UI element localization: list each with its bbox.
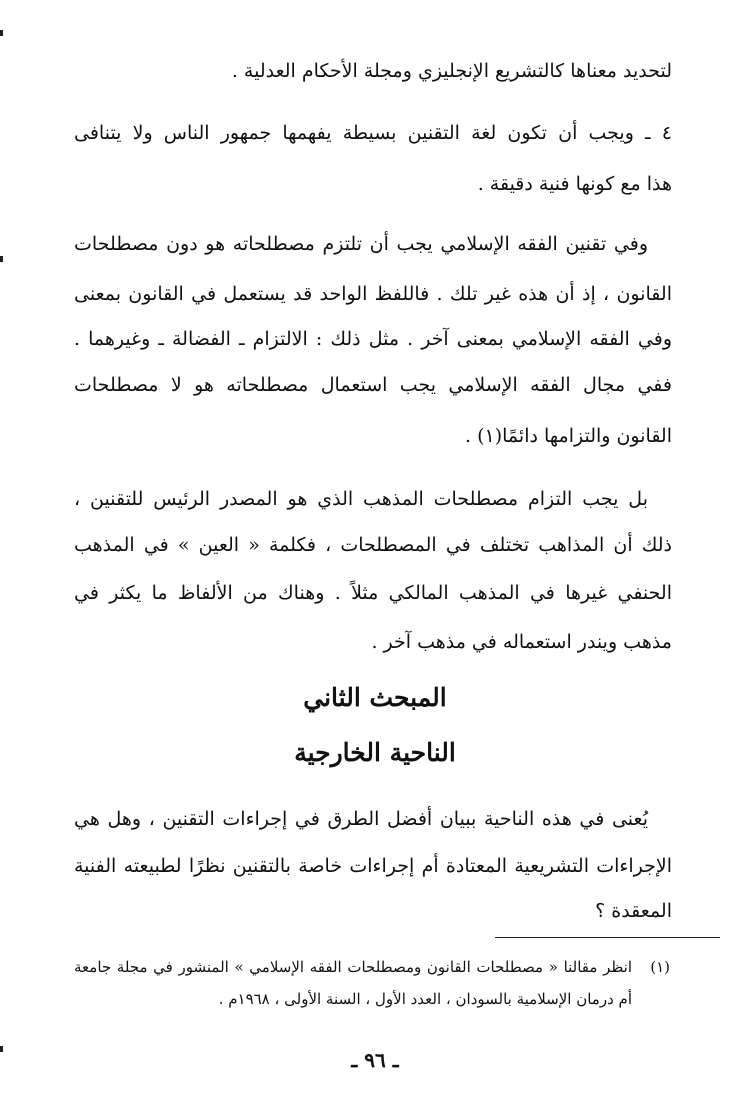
- body-line: المعقدة ؟: [595, 900, 672, 922]
- footnote-line: انظر مقالنا « مصطلحات القانون ومصطلحات الفقه الإسلامي » المنشور في مجلة جامعة: [74, 958, 632, 976]
- body-line: ففي مجال الفقه الإسلامي يجب استعمال مصطلحاته هو لا مصطلحات: [74, 374, 672, 396]
- body-line: وفي الفقه الإسلامي بمعنى آخر . مثل ذلك : الالتزام ـ الفضالة ـ وغيرهما .: [74, 328, 672, 350]
- margin-mark: [0, 1046, 3, 1052]
- margin-mark: [0, 256, 3, 262]
- footnote-separator: [495, 937, 720, 938]
- body-line: القانون ، إذ أن هذه غير تلك . فاللفظ الواحد قد يستعمل في القانون بمعنى: [74, 283, 672, 305]
- body-line: وفي تقنين الفقه الإسلامي يجب أن تلتزم مصطلحاته هو دون مصطلحات: [74, 233, 648, 255]
- body-line: بل يجب التزام مصطلحات المذهب الذي هو المصدر الرئيس للتقنين ،: [74, 488, 648, 510]
- body-line: يُعنى في هذه الناحية ببيان أفضل الطرق في إجراءات التقنين ، وهل هي: [74, 808, 648, 830]
- body-line: ٤ ـ ويجب أن تكون لغة التقنين بسيطة يفهمها جمهور الناس ولا يتنافى: [74, 122, 672, 144]
- body-line: الحنفي غيرها في المذهب المالكي مثلاً . وهناك من الألفاظ ما يكثر في: [74, 582, 672, 604]
- margin-mark: [0, 30, 3, 36]
- section-subtitle: الناحية الخارجية: [294, 738, 456, 767]
- body-line: القانون والتزامها دائمًا(١) .: [465, 425, 672, 447]
- section-title: المبحث الثاني: [303, 683, 447, 712]
- footnote-number: (١): [650, 958, 670, 976]
- body-line: الإجراءات التشريعية المعتادة أم إجراءات خاصة بالتقنين نظرًا لطبيعته الفنية: [74, 855, 672, 877]
- body-line: لتحديد معناها كالتشريع الإنجليزي ومجلة الأحكام العدلية .: [231, 60, 672, 82]
- body-line: مذهب ويندر استعماله في مذهب آخر .: [371, 631, 672, 653]
- page-number: ـ ٩٦ ـ: [351, 1048, 399, 1072]
- body-line: هذا مع كونها فنية دقيقة .: [477, 173, 672, 195]
- body-line: ذلك أن المذاهب تختلف في المصطلحات ، فكلمة « العين » في المذهب: [74, 534, 672, 556]
- footnote-line: أم درمان الإسلامية بالسودان ، العدد الأول ، السنة الأولى ، ١٩٦٨م .: [218, 990, 632, 1008]
